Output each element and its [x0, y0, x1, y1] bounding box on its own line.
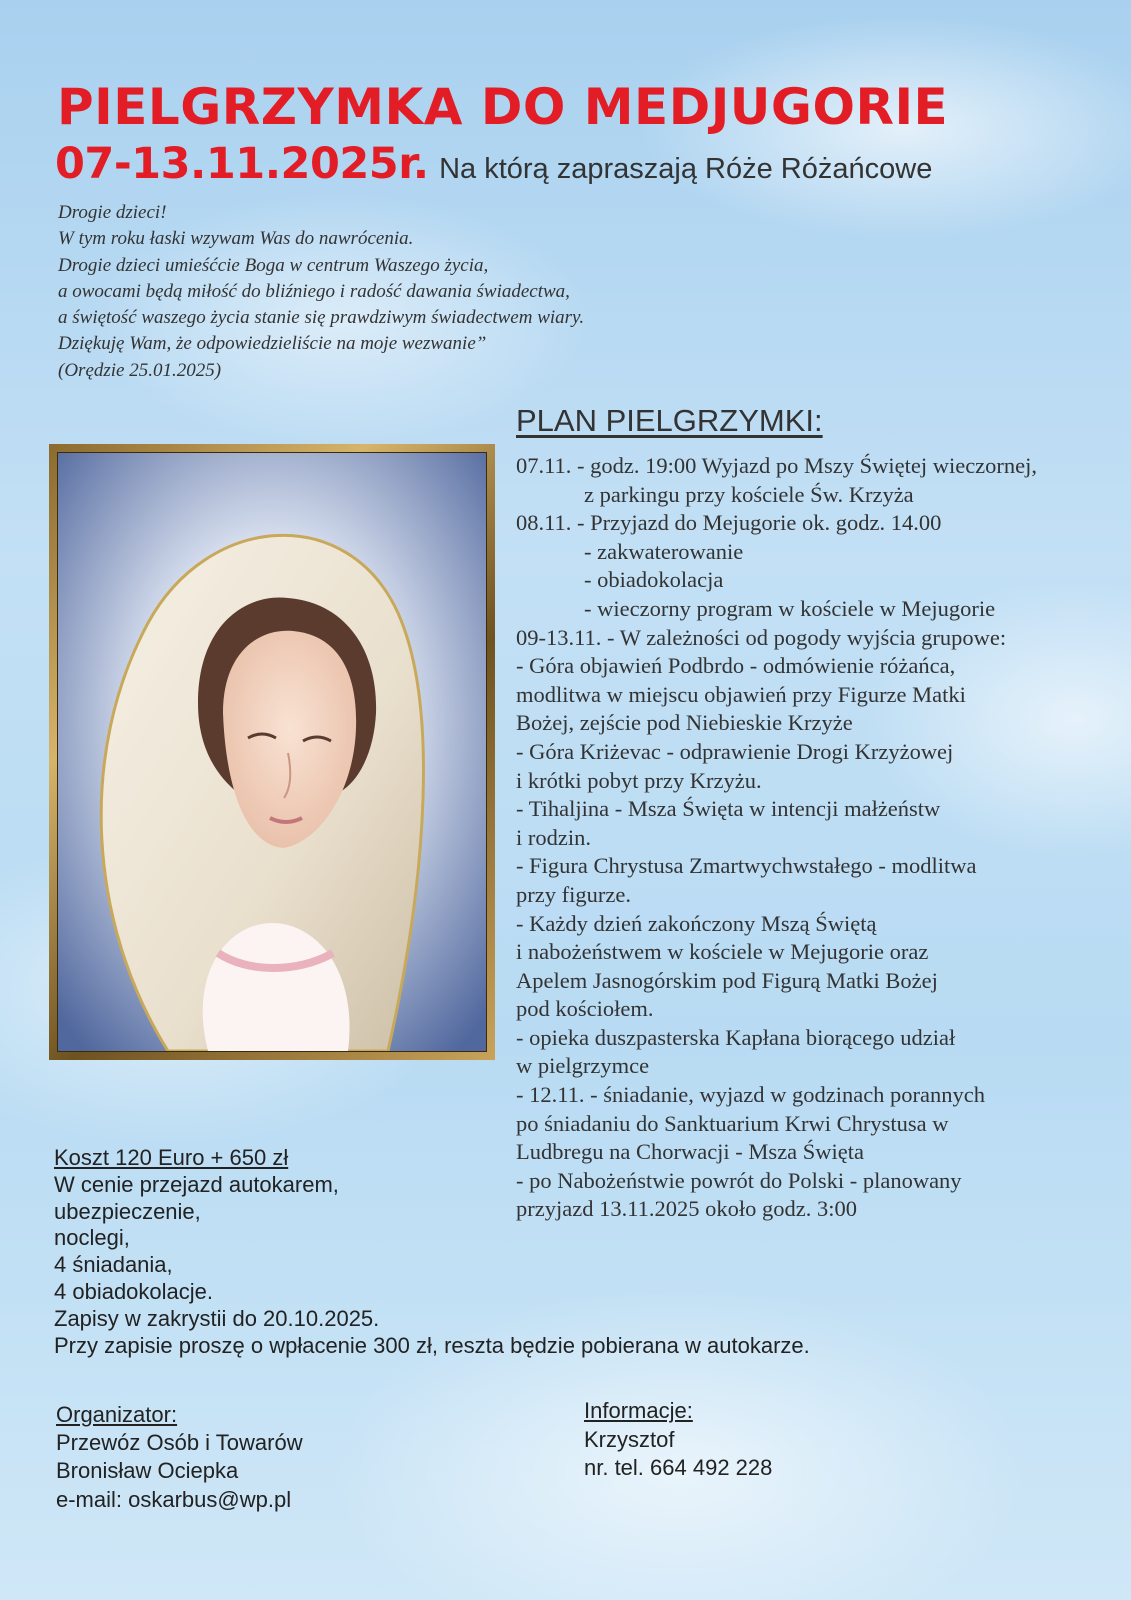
quote-line: Dziękuję Wam, że odpowiedzieliście na moje wezwanie” — [58, 333, 487, 355]
itinerary-line: 08.11. - Przyjazd do Mejugorie ok. godz. 14.00 — [516, 510, 942, 536]
itinerary-line: pod kościołem. — [516, 996, 654, 1022]
itinerary-line: - po Nabożeństwie powrót do Polski - planowany — [516, 1167, 962, 1193]
madonna-illustration — [58, 453, 486, 1051]
itinerary-line: z parkingu przy kościele Św. Krzyża — [584, 481, 914, 507]
info-heading: Informacje: — [584, 1398, 693, 1423]
info-section — [584, 1397, 772, 1483]
cost-section — [54, 1145, 810, 1359]
cost-line: noclegi, — [54, 1225, 130, 1251]
date-line — [55, 139, 932, 189]
itinerary-line: po śniadaniu do Sanktuarium Krwi Chrystusa w — [516, 1110, 949, 1136]
organizer-email: e-mail: oskarbus@wp.pl — [56, 1486, 292, 1512]
organizer-heading: Organizator: — [56, 1402, 178, 1427]
cost-line: ubezpieczenie, — [54, 1198, 201, 1224]
quote-line: Drogie dzieci! — [58, 202, 167, 223]
itinerary-line: w pielgrzymce — [516, 1053, 650, 1079]
itinerary-line: - zakwaterowanie — [584, 538, 744, 564]
itinerary-line: i rodzin. — [516, 824, 591, 850]
contact-phone: nr. tel. 664 492 228 — [584, 1455, 773, 1480]
pilgrimage-date: 07-13.11.2025r. — [55, 139, 429, 189]
organizer-line: Przewóz Osób i Towarów — [56, 1430, 303, 1456]
itinerary-line: - Figura Chrystusa Zmartwychwstałego - modlitwa — [516, 853, 977, 879]
quote-line: W tym roku łaski wzywam Was do nawrócenia. — [58, 228, 414, 250]
quote-line: a owocami będą miłość do bliźniego i radość dawania świadectwa, — [58, 280, 570, 302]
itinerary-line: i krótki pobyt przy Krzyżu. — [516, 767, 762, 793]
itinerary-line: i nabożeństwem w kościele w Mejugorie oraz — [516, 939, 929, 965]
itinerary-line: przyjazd 13.11.2025 około godz. 3:00 — [516, 1196, 857, 1222]
itinerary-line: 09-13.11. - W zależności od pogody wyjścia grupowe: — [516, 624, 1007, 650]
itinerary-line: Apelem Jasnogórskim pod Figurą Matki Bożej — [516, 967, 938, 993]
itinerary-line: - 12.11. - śniadanie, wyjazd w godzinach porannych — [516, 1082, 986, 1108]
cost-line: 4 śniadania, — [54, 1252, 173, 1278]
plan-title: PLAN PIELGRZYMKI: — [516, 403, 823, 438]
organizer-name: Bronisław Ociepka — [56, 1458, 239, 1484]
registration-deadline: Zapisy w zakrystii do 20.10.2025. — [54, 1305, 380, 1331]
organizer-section — [56, 1401, 303, 1514]
cost-line: W cenie przejazd autokarem, — [54, 1171, 339, 1197]
itinerary-line: - Góra objawień Podbrdo - odmówienie różańca, — [516, 653, 956, 679]
itinerary-line: 07.11. - godz. 19:00 Wyjazd po Mszy Świętej wieczornej, — [516, 453, 1038, 478]
madonna-portrait-frame — [49, 444, 495, 1060]
contact-name: Krzysztof — [584, 1426, 675, 1452]
itinerary-line: przy figurze. — [516, 881, 631, 907]
itinerary-line: - Góra Kriżevac - odprawienie Drogi Krzyżowej — [516, 738, 954, 764]
madonna-portrait — [57, 452, 487, 1052]
marian-message — [58, 200, 584, 384]
itinerary-line: - Każdy dzień zakończony Mszą Świętą — [516, 910, 877, 936]
itinerary-line: modlitwa w miejscu objawień przy Figurze Matki — [516, 681, 966, 707]
poster-title: PIELGRZYMKA DO MEDJUGORIE — [57, 78, 949, 136]
itinerary-line: Ludbregu na Chorwacji - Msza Święta — [516, 1139, 865, 1165]
quote-line: (Orędzie 25.01.2025) — [58, 359, 222, 381]
itinerary-line: Bożej, zejście pod Niebieskie Krzyże — [516, 710, 853, 736]
quote-line: a świętość waszego życia stanie się prawdziwym świadectwem wiary. — [58, 307, 585, 329]
cost-heading: Koszt 120 Euro + 650 zł — [54, 1145, 289, 1170]
itinerary-line: - Tihaljina - Msza Święta w intencji małżeństw — [516, 796, 941, 822]
deposit-note: Przy zapisie proszę o wpłacenie 300 zł, reszta będzie pobierana w autokarze. — [54, 1332, 810, 1358]
invitation-text: Na którą zapraszają Róże Różańcowe — [439, 153, 933, 185]
itinerary-line: - obiadokolacja — [584, 567, 724, 593]
itinerary-line: - wieczorny program w kościele w Mejugorie — [584, 595, 996, 621]
itinerary-list — [516, 452, 1037, 1224]
quote-line: Drogie dzieci umieśćcie Boga w centrum Waszego życia, — [58, 254, 489, 276]
itinerary-line: - opieka duszpasterska Kapłana biorącego udział — [516, 1024, 956, 1050]
cost-line: 4 obiadokolacje. — [54, 1278, 214, 1304]
